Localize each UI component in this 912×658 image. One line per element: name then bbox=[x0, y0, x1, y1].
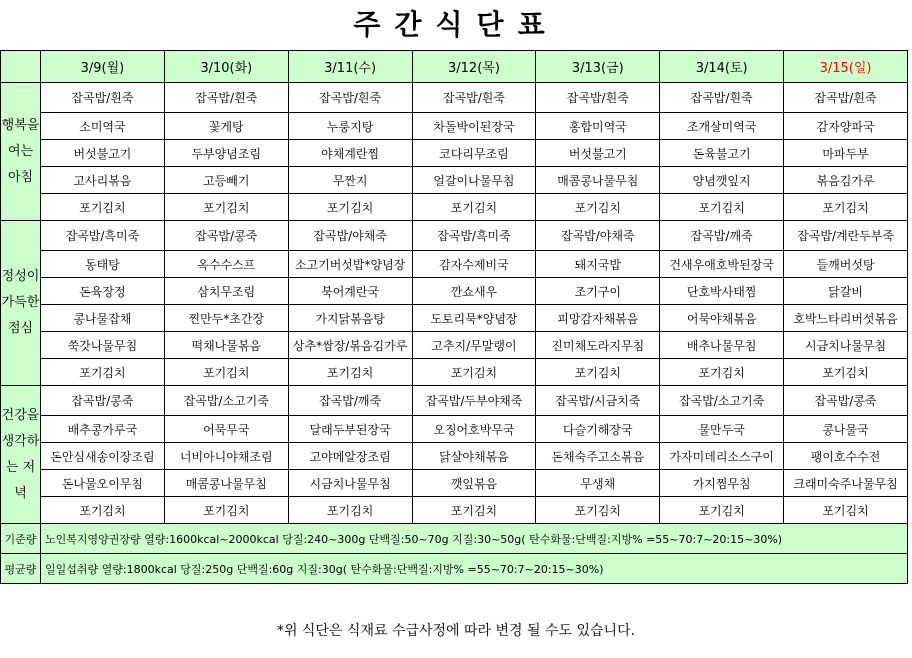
lunch-label: 정성이 가득한 점심 bbox=[1, 221, 41, 386]
dish-cell: 잡곡밥/소고기죽 bbox=[660, 386, 784, 416]
dish-cell: 잡곡밥/흰죽 bbox=[784, 83, 908, 113]
dish-cell: 깻잎볶음 bbox=[412, 470, 536, 497]
dish-cell: 소고기버섯밥*양념장 bbox=[288, 251, 412, 278]
dish-cell: 물만두국 bbox=[660, 416, 784, 443]
dish-cell: 포기김치 bbox=[784, 359, 908, 386]
dinner-row bbox=[1, 497, 908, 524]
dish-cell: 잡곡밥/깨죽 bbox=[288, 386, 412, 416]
dish-cell: 포기김치 bbox=[784, 194, 908, 221]
dish-cell: 호박느타리버섯볶음 bbox=[784, 305, 908, 332]
dish-cell: 꽃게탕 bbox=[164, 113, 288, 140]
day-header-thu: 3/12(목) bbox=[412, 51, 536, 83]
dish-cell: 너비아니야채조림 bbox=[164, 443, 288, 470]
day-header-sat: 3/14(토) bbox=[660, 51, 784, 83]
page-title: 주간식단표 bbox=[353, 8, 559, 41]
header-row bbox=[1, 51, 908, 83]
nutrition-row bbox=[1, 554, 908, 584]
dish-cell: 코다리무조림 bbox=[412, 140, 536, 167]
dish-cell: 잡곡밥/깨죽 bbox=[660, 221, 784, 251]
dish-cell: 콩나물잡채 bbox=[41, 305, 165, 332]
dish-cell: 잡곡밥/두부야채죽 bbox=[412, 386, 536, 416]
dish-cell: 동태탕 bbox=[41, 251, 165, 278]
dish-cell: 찐만두*초간장 bbox=[164, 305, 288, 332]
breakfast-row bbox=[1, 194, 908, 221]
dish-cell: 누룽지탕 bbox=[288, 113, 412, 140]
dish-cell: 포기김치 bbox=[164, 497, 288, 524]
dish-cell: 포기김치 bbox=[412, 194, 536, 221]
dish-cell: 차돌박이된장국 bbox=[412, 113, 536, 140]
dish-cell: 무생채 bbox=[536, 470, 660, 497]
corner-cell bbox=[1, 51, 41, 83]
dish-cell: 잡곡밥/흑미죽 bbox=[412, 221, 536, 251]
dish-cell: 포기김치 bbox=[660, 359, 784, 386]
dish-cell: 양념깻잎지 bbox=[660, 167, 784, 194]
dish-cell: 얼갈이나물무침 bbox=[412, 167, 536, 194]
day-header-tue: 3/10(화) bbox=[164, 51, 288, 83]
dish-cell: 어묵무국 bbox=[164, 416, 288, 443]
dish-cell: 잡곡밥/흑미죽 bbox=[41, 221, 165, 251]
dish-cell: 고사리볶음 bbox=[41, 167, 165, 194]
dish-cell: 깐쇼새우 bbox=[412, 278, 536, 305]
dish-cell: 잡곡밥/흰죽 bbox=[412, 83, 536, 113]
dish-cell: 잡곡밥/계란두부죽 bbox=[784, 221, 908, 251]
lunch-row bbox=[1, 251, 908, 278]
dinner-row bbox=[1, 443, 908, 470]
dish-cell: 잡곡밥/야채죽 bbox=[536, 221, 660, 251]
dish-cell: 잡곡밥/소고기죽 bbox=[164, 386, 288, 416]
dish-cell: 달래두부된장국 bbox=[288, 416, 412, 443]
footnote: *위 식단은 식재료 수급사정에 따라 변경 될 수도 있습니다. bbox=[276, 623, 636, 639]
breakfast-label: 행복을 여는 아침 bbox=[1, 83, 41, 221]
dish-cell: 콩나물국 bbox=[784, 416, 908, 443]
lunch-row bbox=[1, 305, 908, 332]
dish-cell: 포기김치 bbox=[660, 194, 784, 221]
nutrition-label: 평균량 bbox=[1, 554, 41, 584]
dish-cell: 시금치나물무침 bbox=[784, 332, 908, 359]
dish-cell: 조개살미역국 bbox=[660, 113, 784, 140]
dish-cell: 잡곡밥/야채죽 bbox=[288, 221, 412, 251]
dish-cell: 잡곡밥/콩죽 bbox=[784, 386, 908, 416]
dish-cell: 떡채나물볶음 bbox=[164, 332, 288, 359]
dinner-label: 건강을 생각하는 저녁 bbox=[1, 386, 41, 524]
day-header-mon: 3/9(월) bbox=[41, 51, 165, 83]
dish-cell: 건새우애호박된장국 bbox=[660, 251, 784, 278]
dish-cell: 고등빼기 bbox=[164, 167, 288, 194]
dish-cell: 단호박사태찜 bbox=[660, 278, 784, 305]
dinner-row bbox=[1, 386, 908, 416]
dish-cell: 포기김치 bbox=[288, 194, 412, 221]
dish-cell: 감자양파국 bbox=[784, 113, 908, 140]
lunch-row bbox=[1, 278, 908, 305]
menu-table bbox=[0, 50, 908, 584]
day-header-wed: 3/11(수) bbox=[288, 51, 412, 83]
dish-cell: 시금치나물무침 bbox=[288, 470, 412, 497]
dish-cell: 매콤콩나물무침 bbox=[164, 470, 288, 497]
dish-cell: 가자미데리소스구이 bbox=[660, 443, 784, 470]
dish-cell: 배추나물무침 bbox=[660, 332, 784, 359]
dish-cell: 오징어호박무국 bbox=[412, 416, 536, 443]
dish-cell: 포기김치 bbox=[41, 194, 165, 221]
dish-cell: 고추지/무말랭이 bbox=[412, 332, 536, 359]
day-header-fri: 3/13(금) bbox=[536, 51, 660, 83]
lunch-row bbox=[1, 359, 908, 386]
dish-cell: 도토리묵*양념장 bbox=[412, 305, 536, 332]
dish-cell: 볶음김가루 bbox=[784, 167, 908, 194]
dish-cell: 포기김치 bbox=[412, 359, 536, 386]
dish-cell: 홍합미역국 bbox=[536, 113, 660, 140]
breakfast-row bbox=[1, 113, 908, 140]
dish-cell: 포기김치 bbox=[660, 497, 784, 524]
dish-cell: 포기김치 bbox=[164, 194, 288, 221]
dish-cell: 배추콩가루국 bbox=[41, 416, 165, 443]
dish-cell: 포기김치 bbox=[784, 497, 908, 524]
dish-cell: 포기김치 bbox=[164, 359, 288, 386]
dish-cell: 버섯불고기 bbox=[41, 140, 165, 167]
dish-cell: 잡곡밥/흰죽 bbox=[164, 83, 288, 113]
dish-cell: 쑥갓나물무침 bbox=[41, 332, 165, 359]
dish-cell: 돈안심새송이장조림 bbox=[41, 443, 165, 470]
lunch-row bbox=[1, 221, 908, 251]
day-header-sun: 3/15(일) bbox=[784, 51, 908, 83]
dish-cell: 잡곡밥/콩죽 bbox=[164, 221, 288, 251]
dish-cell: 피망감자채볶음 bbox=[536, 305, 660, 332]
dish-cell: 조기구이 bbox=[536, 278, 660, 305]
dish-cell: 잡곡밥/흰죽 bbox=[41, 83, 165, 113]
dish-cell: 포기김치 bbox=[536, 359, 660, 386]
dish-cell: 잡곡밥/콩죽 bbox=[41, 386, 165, 416]
dish-cell: 포기김치 bbox=[288, 359, 412, 386]
dish-cell: 매콤콩나물무침 bbox=[536, 167, 660, 194]
dish-cell: 돈나물오이무침 bbox=[41, 470, 165, 497]
dish-cell: 포기김치 bbox=[536, 194, 660, 221]
dish-cell: 포기김치 bbox=[412, 497, 536, 524]
dish-cell: 다슬기해장국 bbox=[536, 416, 660, 443]
dish-cell: 두부양념조림 bbox=[164, 140, 288, 167]
lunch-row bbox=[1, 332, 908, 359]
dish-cell: 포기김치 bbox=[536, 497, 660, 524]
dish-cell: 버섯불고기 bbox=[536, 140, 660, 167]
dish-cell: 상추*쌈장/볶음김가루 bbox=[288, 332, 412, 359]
dinner-row bbox=[1, 416, 908, 443]
dish-cell: 돈육장정 bbox=[41, 278, 165, 305]
dish-cell: 돈육불고기 bbox=[660, 140, 784, 167]
dish-cell: 옥수수스프 bbox=[164, 251, 288, 278]
dish-cell: 가지닭볶음탕 bbox=[288, 305, 412, 332]
dish-cell: 잡곡밥/흰죽 bbox=[288, 83, 412, 113]
dish-cell: 무짠지 bbox=[288, 167, 412, 194]
dish-cell: 닭갈비 bbox=[784, 278, 908, 305]
dish-cell: 닭살야채볶음 bbox=[412, 443, 536, 470]
dish-cell: 돈채숙주고소볶음 bbox=[536, 443, 660, 470]
dish-cell: 진미채도라지무침 bbox=[536, 332, 660, 359]
dish-cell: 마파두부 bbox=[784, 140, 908, 167]
dinner-row bbox=[1, 470, 908, 497]
breakfast-row bbox=[1, 83, 908, 113]
dish-cell: 가지찜무침 bbox=[660, 470, 784, 497]
nutrition-text: 일일섭취량 열량:1800kcal 당질:250g 단백질:60g 지질:30g( 탄수화물:단백질:지방% =55~70:7~20:15~30%) bbox=[41, 554, 908, 584]
dish-cell: 잡곡밥/흰죽 bbox=[660, 83, 784, 113]
dish-cell: 야채계란찜 bbox=[288, 140, 412, 167]
dish-cell: 감자수제비국 bbox=[412, 251, 536, 278]
dish-cell: 크래미숙주나물무침 bbox=[784, 470, 908, 497]
nutrition-label: 기준량 bbox=[1, 524, 41, 554]
dish-cell: 돼지국밥 bbox=[536, 251, 660, 278]
dish-cell: 어묵야채볶음 bbox=[660, 305, 784, 332]
dish-cell: 북어계란국 bbox=[288, 278, 412, 305]
dish-cell: 포기김치 bbox=[41, 359, 165, 386]
dish-cell: 포기김치 bbox=[288, 497, 412, 524]
breakfast-row bbox=[1, 140, 908, 167]
dish-cell: 고야메알장조림 bbox=[288, 443, 412, 470]
dish-cell: 팽이호수수전 bbox=[784, 443, 908, 470]
dish-cell: 잡곡밥/시금치죽 bbox=[536, 386, 660, 416]
nutrition-row bbox=[1, 524, 908, 554]
dish-cell: 삼치무조림 bbox=[164, 278, 288, 305]
dish-cell: 들깨버섯탕 bbox=[784, 251, 908, 278]
dish-cell: 잡곡밥/흰죽 bbox=[536, 83, 660, 113]
dish-cell: 소미역국 bbox=[41, 113, 165, 140]
nutrition-text: 노인복지영양권장량 열량:1600kcal~2000kcal 당질:240~300g 단백질:50~70g 지질:30~50g( 탄수화물:단백질:지방% =55~70:7~20:15~30%) bbox=[41, 524, 908, 554]
dish-cell: 포기김치 bbox=[41, 497, 165, 524]
breakfast-row bbox=[1, 167, 908, 194]
